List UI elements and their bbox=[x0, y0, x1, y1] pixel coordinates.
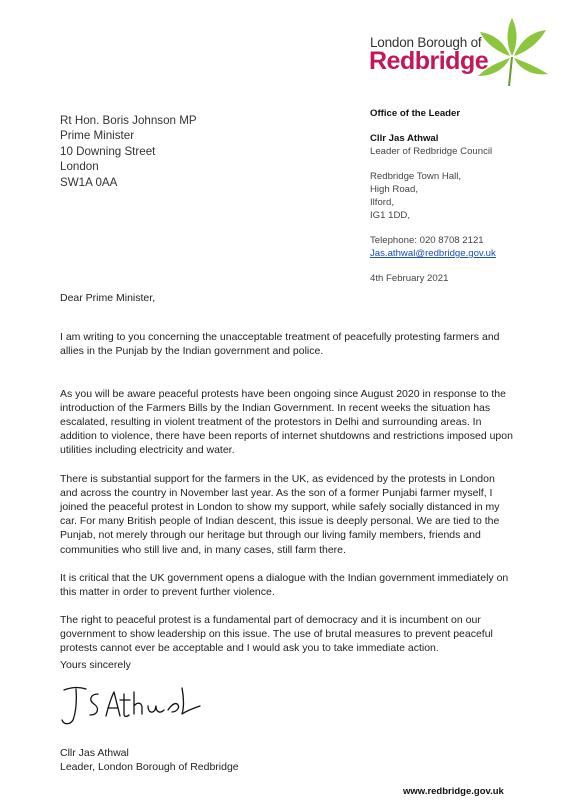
office-title: Office of the Leader bbox=[370, 108, 461, 119]
sender-telephone: Telephone: 020 8708 2121 bbox=[370, 235, 484, 246]
sender-address-line: Ilford, bbox=[370, 197, 394, 208]
body-paragraph: There is substantial support for the farmers in the UK, as evidenced by the protests in London and across the country in November last year. As the son of a former Punjabi farmer myself, I joined the peaceful protest in London to show my support, while safely socially distanced in my car. For many British people of Indian descent, this issue is deeply personal. We are tied to the Punjab, not merely through our heritage but through our living family members, friends and communities who still live and, in many cases, still farm there. bbox=[60, 472, 500, 556]
sender-block bbox=[370, 107, 560, 285]
closing: Yours sincerely bbox=[60, 659, 131, 671]
signoff-title: Leader, London Borough of Redbridge bbox=[60, 761, 239, 774]
salutation: Dear Prime Minister, bbox=[60, 292, 156, 304]
recipient-line: Prime Minister bbox=[60, 129, 135, 143]
sender-address-line: Redbridge Town Hall, bbox=[370, 171, 462, 182]
body-paragraph: The right to peaceful protest is a fundamental part of democracy and it is incumbent on our government to show leadership on this issue. The use of brutal measures to prevent peaceful protests cannot ever be acceptable and I would ask you to take immediate action. bbox=[60, 613, 493, 654]
body-paragraph: As you will be aware peaceful protests have been ongoing since August 2020 in response to the introduction of the Farmers Bills by the Indian Government. In recent weeks the situation has escalated, resulting in violent treatment of the protestors in Delhi and surrounding areas. In addition to violence, there have been reports of internet shutdowns and restrictions imposed upon utilities including electricity and water. bbox=[60, 387, 513, 457]
handwritten-signature bbox=[58, 680, 208, 730]
body-paragraph: I am writing to you concerning the unacceptable treatment of peacefully protesting farmers and allies in the Punjab by the Indian government and police. bbox=[60, 330, 500, 357]
sender-role: Leader of Redbridge Council bbox=[370, 146, 493, 157]
sender-name: Cllr Jas Athwal bbox=[370, 133, 439, 144]
recipient-address bbox=[60, 113, 197, 190]
footer-website[interactable]: www.redbridge.gov.uk bbox=[403, 786, 504, 797]
sender-address-line: IG1 1DD, bbox=[370, 210, 410, 221]
recipient-line: Rt Hon. Boris Johnson MP bbox=[60, 114, 197, 127]
letter-date: 4th February 2021 bbox=[370, 273, 449, 284]
body-paragraph: It is critical that the UK government opens a dialogue with the Indian government immediately on this matter in order to prevent further violence. bbox=[60, 571, 509, 598]
sender-address-line: High Road, bbox=[370, 184, 418, 195]
logo-subtitle: London Borough of bbox=[370, 35, 482, 50]
signoff-name: Cllr Jas Athwal bbox=[60, 747, 129, 759]
signoff bbox=[60, 746, 239, 774]
sender-email-link[interactable]: Jas.athwal@redbridge.gov.uk bbox=[370, 248, 496, 259]
recipient-line: SW1A 0AA bbox=[60, 175, 118, 189]
leaf-logo-icon bbox=[472, 16, 552, 88]
recipient-line: London bbox=[60, 160, 99, 174]
logo-title: Redbridge bbox=[369, 47, 489, 75]
recipient-line: 10 Downing Street bbox=[60, 144, 156, 158]
